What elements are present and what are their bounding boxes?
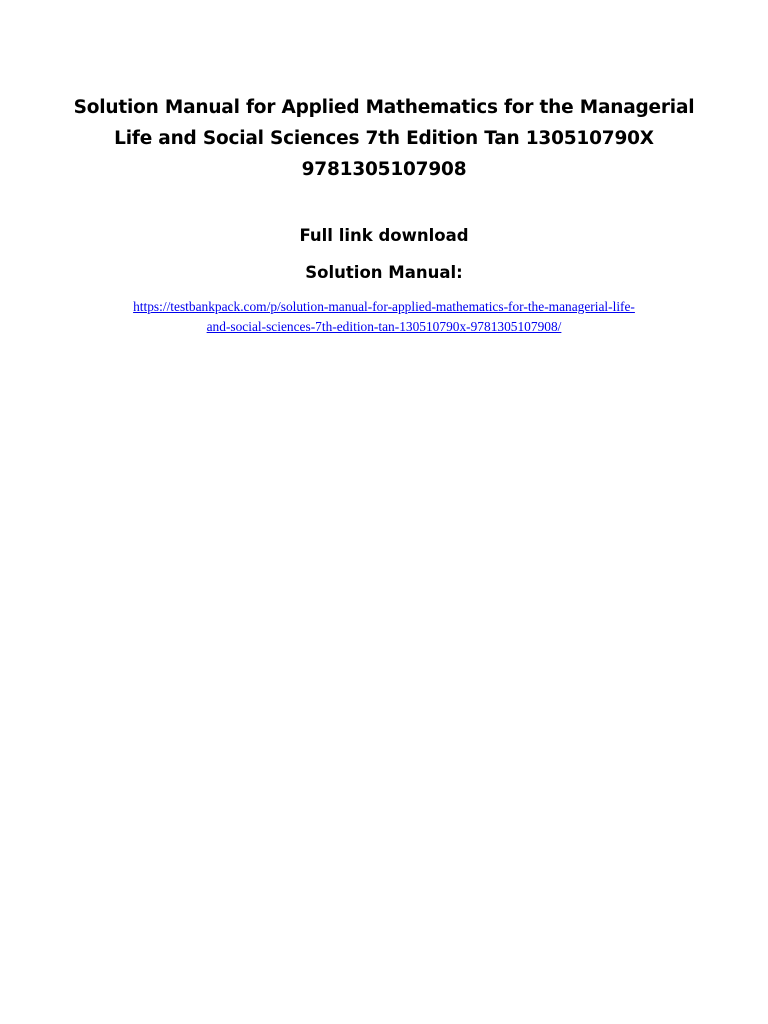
document-title: [60, 92, 708, 185]
download-link-line-2[interactable]: and-social-sciences-7th-edition-tan-130510790x-9781305107908/: [206, 319, 562, 334]
full-link-download-heading: Full link download: [299, 226, 469, 245]
solution-manual-heading: Solution Manual:: [305, 263, 463, 282]
download-link-line-1[interactable]: https://testbankpack.com/p/solution-manual-for-applied-mathematics-for-the-managerial-life-: [133, 299, 635, 314]
download-link[interactable]: [40, 297, 728, 337]
title-line-1: Solution Manual for Applied Mathematics for the Managerial: [73, 97, 695, 118]
title-line-3: 9781305107908: [301, 159, 467, 180]
title-line-2: Life and Social Sciences 7th Edition Tan 130510790X: [114, 128, 654, 149]
